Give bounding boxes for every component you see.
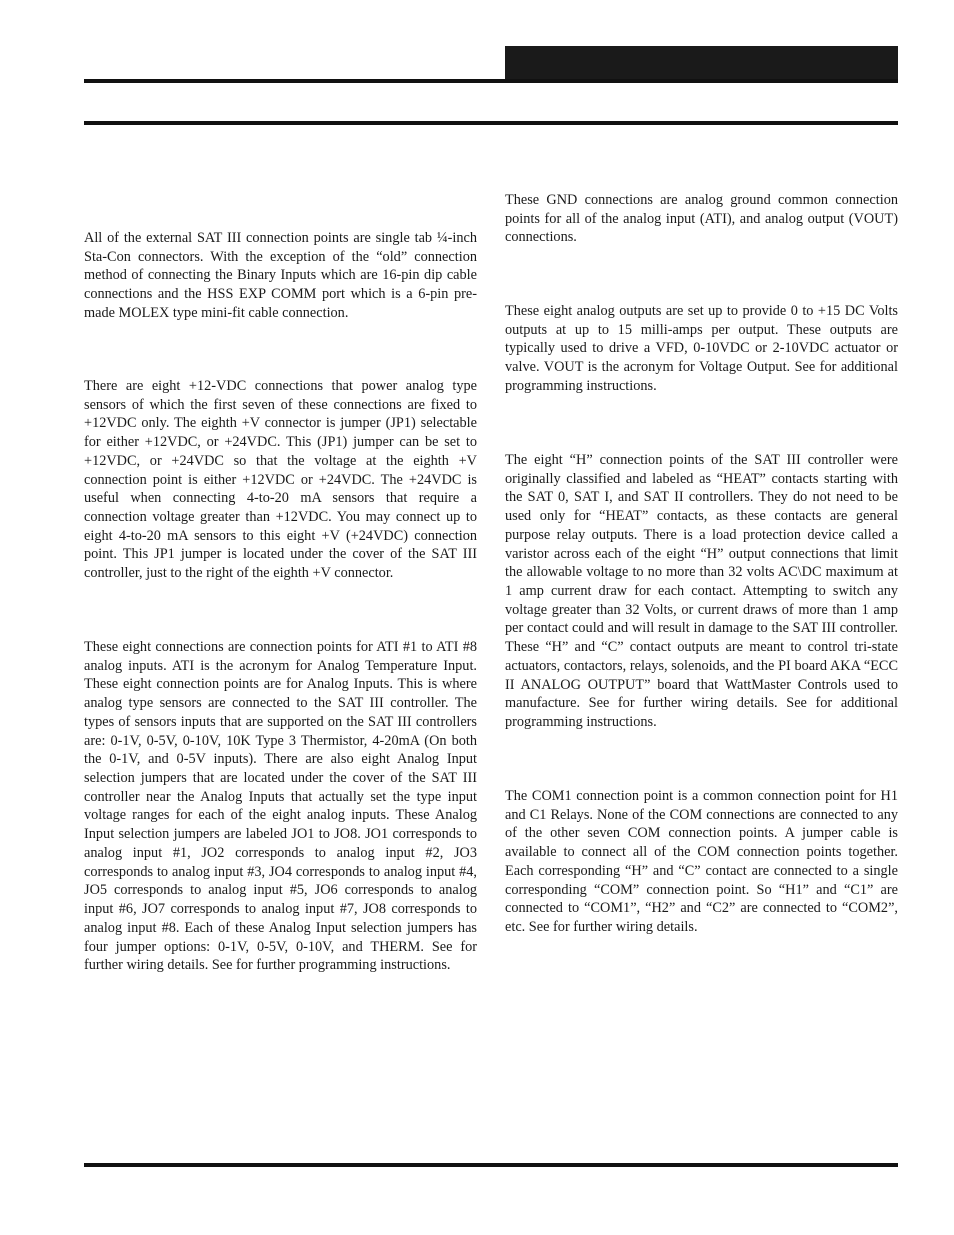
footer-rule <box>84 1163 898 1167</box>
paragraph-gnd: These GND connections are analog ground common connection points for all of the analog input (ATI), and analog output (VOUT) connections. <box>505 192 898 246</box>
header-rule-top <box>84 79 898 83</box>
paragraph-ati: These eight connections are connection points for ATI #1 to ATI #8 analog inputs. ATI is the acronym for Analog Temperature Input. These eight connection points are for Analog Inputs. This is where analog type sensors are connected to the SAT III controller. The types of sensors inputs that are supported on the SAT III controllers are: 0-1V, 0-5V, 0-10V, 10K Type 3 Thermistor, 4-20mA (On both the 0-1V, and 0-5V inputs). There are also eight Analog Input selection jumpers that are located under the cover of the SAT III controller near the Analog Inputs that actually set the type input voltage ranges for each of the eight analog inputs. These Analog Input selection jumpers are labeled JO1 to JO8. JO1 corresponds to analog input #1, JO2 corresponds to analog input #2, JO3 corresponds to analog input #3, JO4 corresponds to analog input #4, JO5 corresponds to analog input #5, JO6 corresponds to analog input #6, JO7 corresponds to analog input #7, JO8 corresponds to analog input #8. Each of these Analog Input selection jumpers has four jumper options: 0-1V, 0-5V, 0-10V, and THERM. See for further wiring details. See for further programming instructions. <box>84 639 477 974</box>
paragraph-h-contacts: The eight “H” connection points of the SAT III controller were originally classified and labeled as “HEAT” contacts starting with the SAT 0, SAT I, and SAT II controllers. They do not need to be used only for “HEAT” contacts, as these contacts are general purpose relay outputs. There is a load protection device called a varistor across each of the eight “H” output connections that limit the allowable voltage to no more than 32 volts AC\DC maximum at 1 amp current draw for each contact. Attempting to switch any voltage greater than 32 Volts, or current draws of more than 1 amp per contact could and will result in damage to the SAT III controller. These “H” and “C” contact outputs are meant to control tri-state actuators, contactors, relays, solenoids, and the PI board AKA “ECC II ANALOG OUTPUT” board that WattMaster Controls used to manufacture. See for further wiring details. See for additional programming instructions. <box>505 452 898 731</box>
paragraph-com: The COM1 connection point is a common connection point for H1 and C1 Relays. None of the COM connections are connected to any of the other seven COM connection points. A jumper cable is available to connect all of the COM connection points together. Each corresponding “H” and “C” contact are connected to a single corresponding “COM” connection point. So “H1” and “C1” are connected to “COM1”, “H2” and “C2” are connected to “COM2”, etc. See for further wiring details. <box>505 788 898 936</box>
paragraph-vout: These eight analog outputs are set up to provide 0 to +15 DC Volts outputs at up to 15 milli-amps per output. These outputs are typically used to drive a VFD, 0-10VDC or 2-10VDC actuator or valve. VOUT is the acronym for Voltage Output. See for additional programming instructions. <box>505 303 898 394</box>
paragraph-connectors: All of the external SAT III connection points are single tab ¼-inch Sta-Con connectors. With the exception of the “old” connection method of connecting the Binary Inputs which are 16-pin dip cable connections and the HSS EXP COMM port which is a 6-pin pre-made MOLEX type mini-fit cable connection. <box>84 230 477 321</box>
header-rule-bottom <box>84 121 898 125</box>
paragraph-plus-v: There are eight +12-VDC connections that power analog type sensors of which the first seven of these connections are fixed to +12VDC only. The eighth +V connector is jumper (JP1) selectable for either +12VDC, or +24VDC. This (JP1) jumper can be set to +12VDC, or +24VDC so that the voltage at the eighth +V connection point is either +12VDC or +24VDC. The +24VDC is useful when connecting 4-to-20 mA sensors that require a connection voltage greater than +12VDC. You may connect up to eight 4-to-20 mA sensors to this eight +V (+24VDC) connection point. This JP1 jumper is located under the cover of the SAT III controller, just to the right of the eighth +V connector. <box>84 378 477 582</box>
header-black-bar <box>505 46 898 80</box>
